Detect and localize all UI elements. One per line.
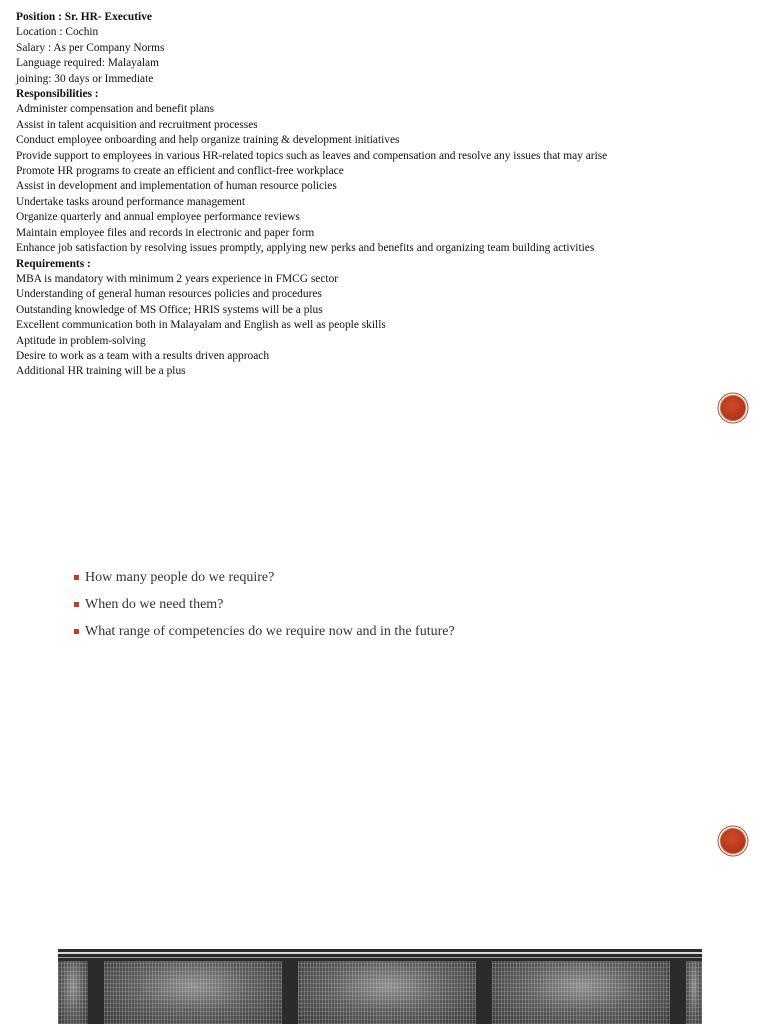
responsibility-item: Enhance job satisfaction by resolving issues promptly, applying new perks and benefits and organizing team building activities — [16, 242, 595, 255]
strip-panel — [492, 961, 670, 1024]
strip-rule — [58, 957, 702, 958]
language-line: Language required: Malayalam — [16, 57, 159, 70]
requirement-item: Excellent communication both in Malayalam and English as well as people skills — [16, 319, 386, 332]
location-line: Location : Cochin — [16, 26, 99, 39]
responsibility-item: Provide support to employees in various HR-related topics such as leaves and compensation and resolve any issues that may arise — [16, 149, 608, 162]
responsibility-item: Maintain employee files and records in electronic and paper form — [16, 226, 315, 239]
strip-panel — [298, 961, 476, 1024]
salary-line: Salary : As per Company Norms — [16, 41, 165, 54]
requirements-heading: Requirements : — [16, 257, 91, 270]
job-posting — [16, 10, 756, 380]
strip-rule — [58, 952, 702, 954]
question-text: How many people do we require? — [85, 570, 275, 585]
responsibility-item: Assist in development and implementation of human resource policies — [16, 180, 337, 193]
decorative-film-strip — [58, 949, 702, 1024]
responsibility-item: Administer compensation and benefit plans — [16, 103, 215, 116]
requirement-item: MBA is mandatory with minimum 2 years experience in FMCG sector — [16, 272, 339, 285]
responsibility-item: Promote HR programs to create an efficient and conflict-free workplace — [16, 165, 344, 178]
question-item — [72, 568, 692, 595]
joining-line: joining: 30 days or Immediate — [16, 72, 154, 85]
question-item — [72, 622, 692, 649]
requirement-item: Desire to work as a team with a results driven approach — [16, 349, 270, 362]
requirement-item: Outstanding knowledge of MS Office; HRIS systems will be a plus — [16, 303, 323, 316]
responsibility-item: Undertake tasks around performance management — [16, 195, 245, 208]
slide-marker-circle-icon — [720, 828, 746, 854]
square-bullet-icon — [74, 629, 79, 634]
question-text: What range of competencies do we require now and in the future? — [85, 624, 455, 639]
requirement-item: Understanding of general human resources policies and procedures — [16, 288, 322, 301]
strip-panel — [686, 961, 702, 1024]
slide-marker-circle-icon — [720, 395, 746, 421]
responsibilities-heading: Responsibilities : — [16, 88, 99, 101]
strip-panel — [104, 961, 282, 1024]
strip-panel — [58, 961, 88, 1024]
responsibility-item: Conduct employee onboarding and help organize training & development initiatives — [16, 134, 400, 147]
responsibility-item: Organize quarterly and annual employee performance reviews — [16, 211, 300, 224]
square-bullet-icon — [74, 575, 79, 580]
responsibility-item: Assist in talent acquisition and recruitment processes — [16, 118, 258, 131]
question-list — [72, 568, 692, 649]
requirement-item: Aptitude in problem-solving — [16, 334, 146, 347]
square-bullet-icon — [74, 602, 79, 607]
question-text: When do we need them? — [85, 597, 224, 612]
position-line: Position : Sr. HR- Executive — [16, 11, 152, 23]
requirement-item: Additional HR training will be a plus — [16, 365, 186, 378]
question-item — [72, 595, 692, 622]
